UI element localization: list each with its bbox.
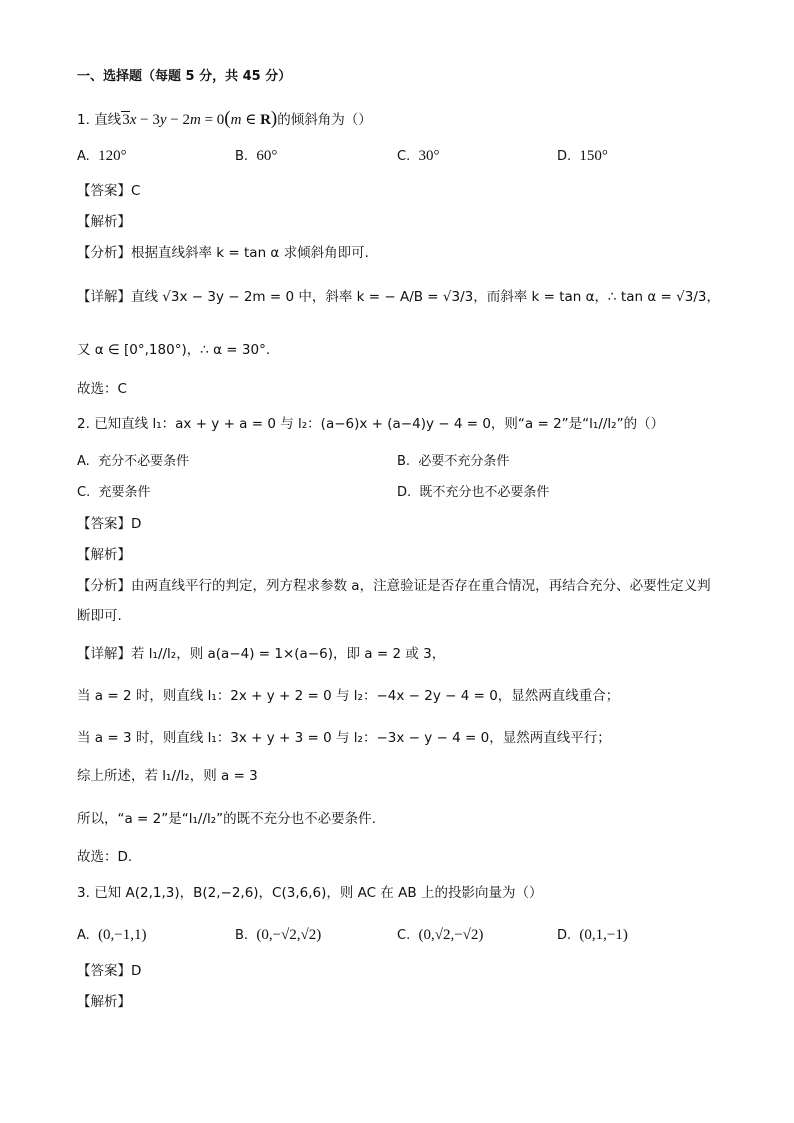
q2-analysis-heading: 【解析】: [77, 547, 131, 563]
q2-choice: 故选：D.: [77, 849, 133, 865]
q1-analysis-heading: 【解析】: [77, 214, 131, 230]
q1-detail-2: 又 α ∈ [0°,180°)，∴ α = 30°.: [77, 342, 271, 358]
section-title: 一、选择题（每题 5 分，共 45 分）: [77, 69, 292, 84]
q1-option-d: D. 150°: [557, 148, 608, 164]
question-2-stem: 2. 已知直线 l₁：ax + y + a = 0 与 l₂：(a−6)x + (a−4)y − 4 = 0，则“a = 2”是“l₁//l₂”的（）: [77, 416, 665, 432]
q2-option-d: D. 既不充分也不必要条件: [397, 485, 550, 500]
q2-detail-4: 综上所述，若 l₁//l₂，则 a = 3: [77, 768, 258, 784]
q2-option-b: B. 必要不充分条件: [397, 454, 510, 469]
q2-option-c: C. 充要条件: [77, 485, 151, 500]
q2-detail-3: 当 a = 3 时，则直线 l₁：3x + y + 3 = 0 与 l₂：−3x − y − 4 = 0，显然两直线平行；: [77, 730, 611, 746]
q2-answer: 【答案】D: [77, 516, 142, 532]
question-3-stem: 3. 已知 A(2,1,3)，B(2,−2,6)，C(3,6,6)，则 AC 在 AB 上的投影向量为（）: [77, 885, 543, 901]
q3-option-c: C. (0,√2,−√2): [397, 927, 484, 943]
q3-answer: 【答案】D: [77, 963, 142, 979]
q2-detail-2: 当 a = 2 时，则直线 l₁：2x + y + 2 = 0 与 l₂：−4x − 2y − 4 = 0，显然两直线重合；: [77, 688, 620, 704]
q1-option-a: A. 120°: [77, 148, 127, 164]
q1-choice: 故选：C: [77, 381, 127, 397]
q3-option-d: D. (0,1,−1): [557, 927, 628, 943]
q2-fenxi-2: 断即可.: [77, 608, 122, 624]
question-1-stem: 1. 直线3x − 3y − 2m = 0(m ∈ R)的倾斜角为（）: [77, 108, 372, 129]
q1-equation: 3x − 3y − 2m = 0(m ∈ R): [122, 108, 278, 129]
q3-analysis-heading: 【解析】: [77, 994, 131, 1010]
q1-fenxi: 【分析】根据直线斜率 k = tan α 求倾斜角即可.: [77, 245, 369, 261]
q1-answer: 【答案】C: [77, 183, 141, 199]
q2-detail-5: 所以，“a = 2”是“l₁//l₂”的既不充分也不必要条件.: [77, 811, 376, 827]
q1-option-c: C. 30°: [397, 148, 440, 164]
q2-option-a: A. 充分不必要条件: [77, 454, 190, 469]
q1-detail-1: 【详解】直线 √3x − 3y − 2m = 0 中，斜率 k = − A/B = √3/3，而斜率 k = tan α，∴ tan α = √3/3，: [77, 289, 720, 305]
q2-detail-1: 【详解】若 l₁//l₂，则 a(a−4) = 1×(a−6)，即 a = 2 或 3，: [77, 646, 446, 662]
q3-option-a: A. (0,−1,1): [77, 927, 147, 943]
q1-option-b: B. 60°: [235, 148, 278, 164]
q3-option-b: B. (0,−√2,√2): [235, 927, 322, 943]
q2-fenxi-1: 【分析】由两直线平行的判定，列方程求参数 a，注意验证是否存在重合情况，再结合充分、必要性定义判: [77, 578, 711, 594]
